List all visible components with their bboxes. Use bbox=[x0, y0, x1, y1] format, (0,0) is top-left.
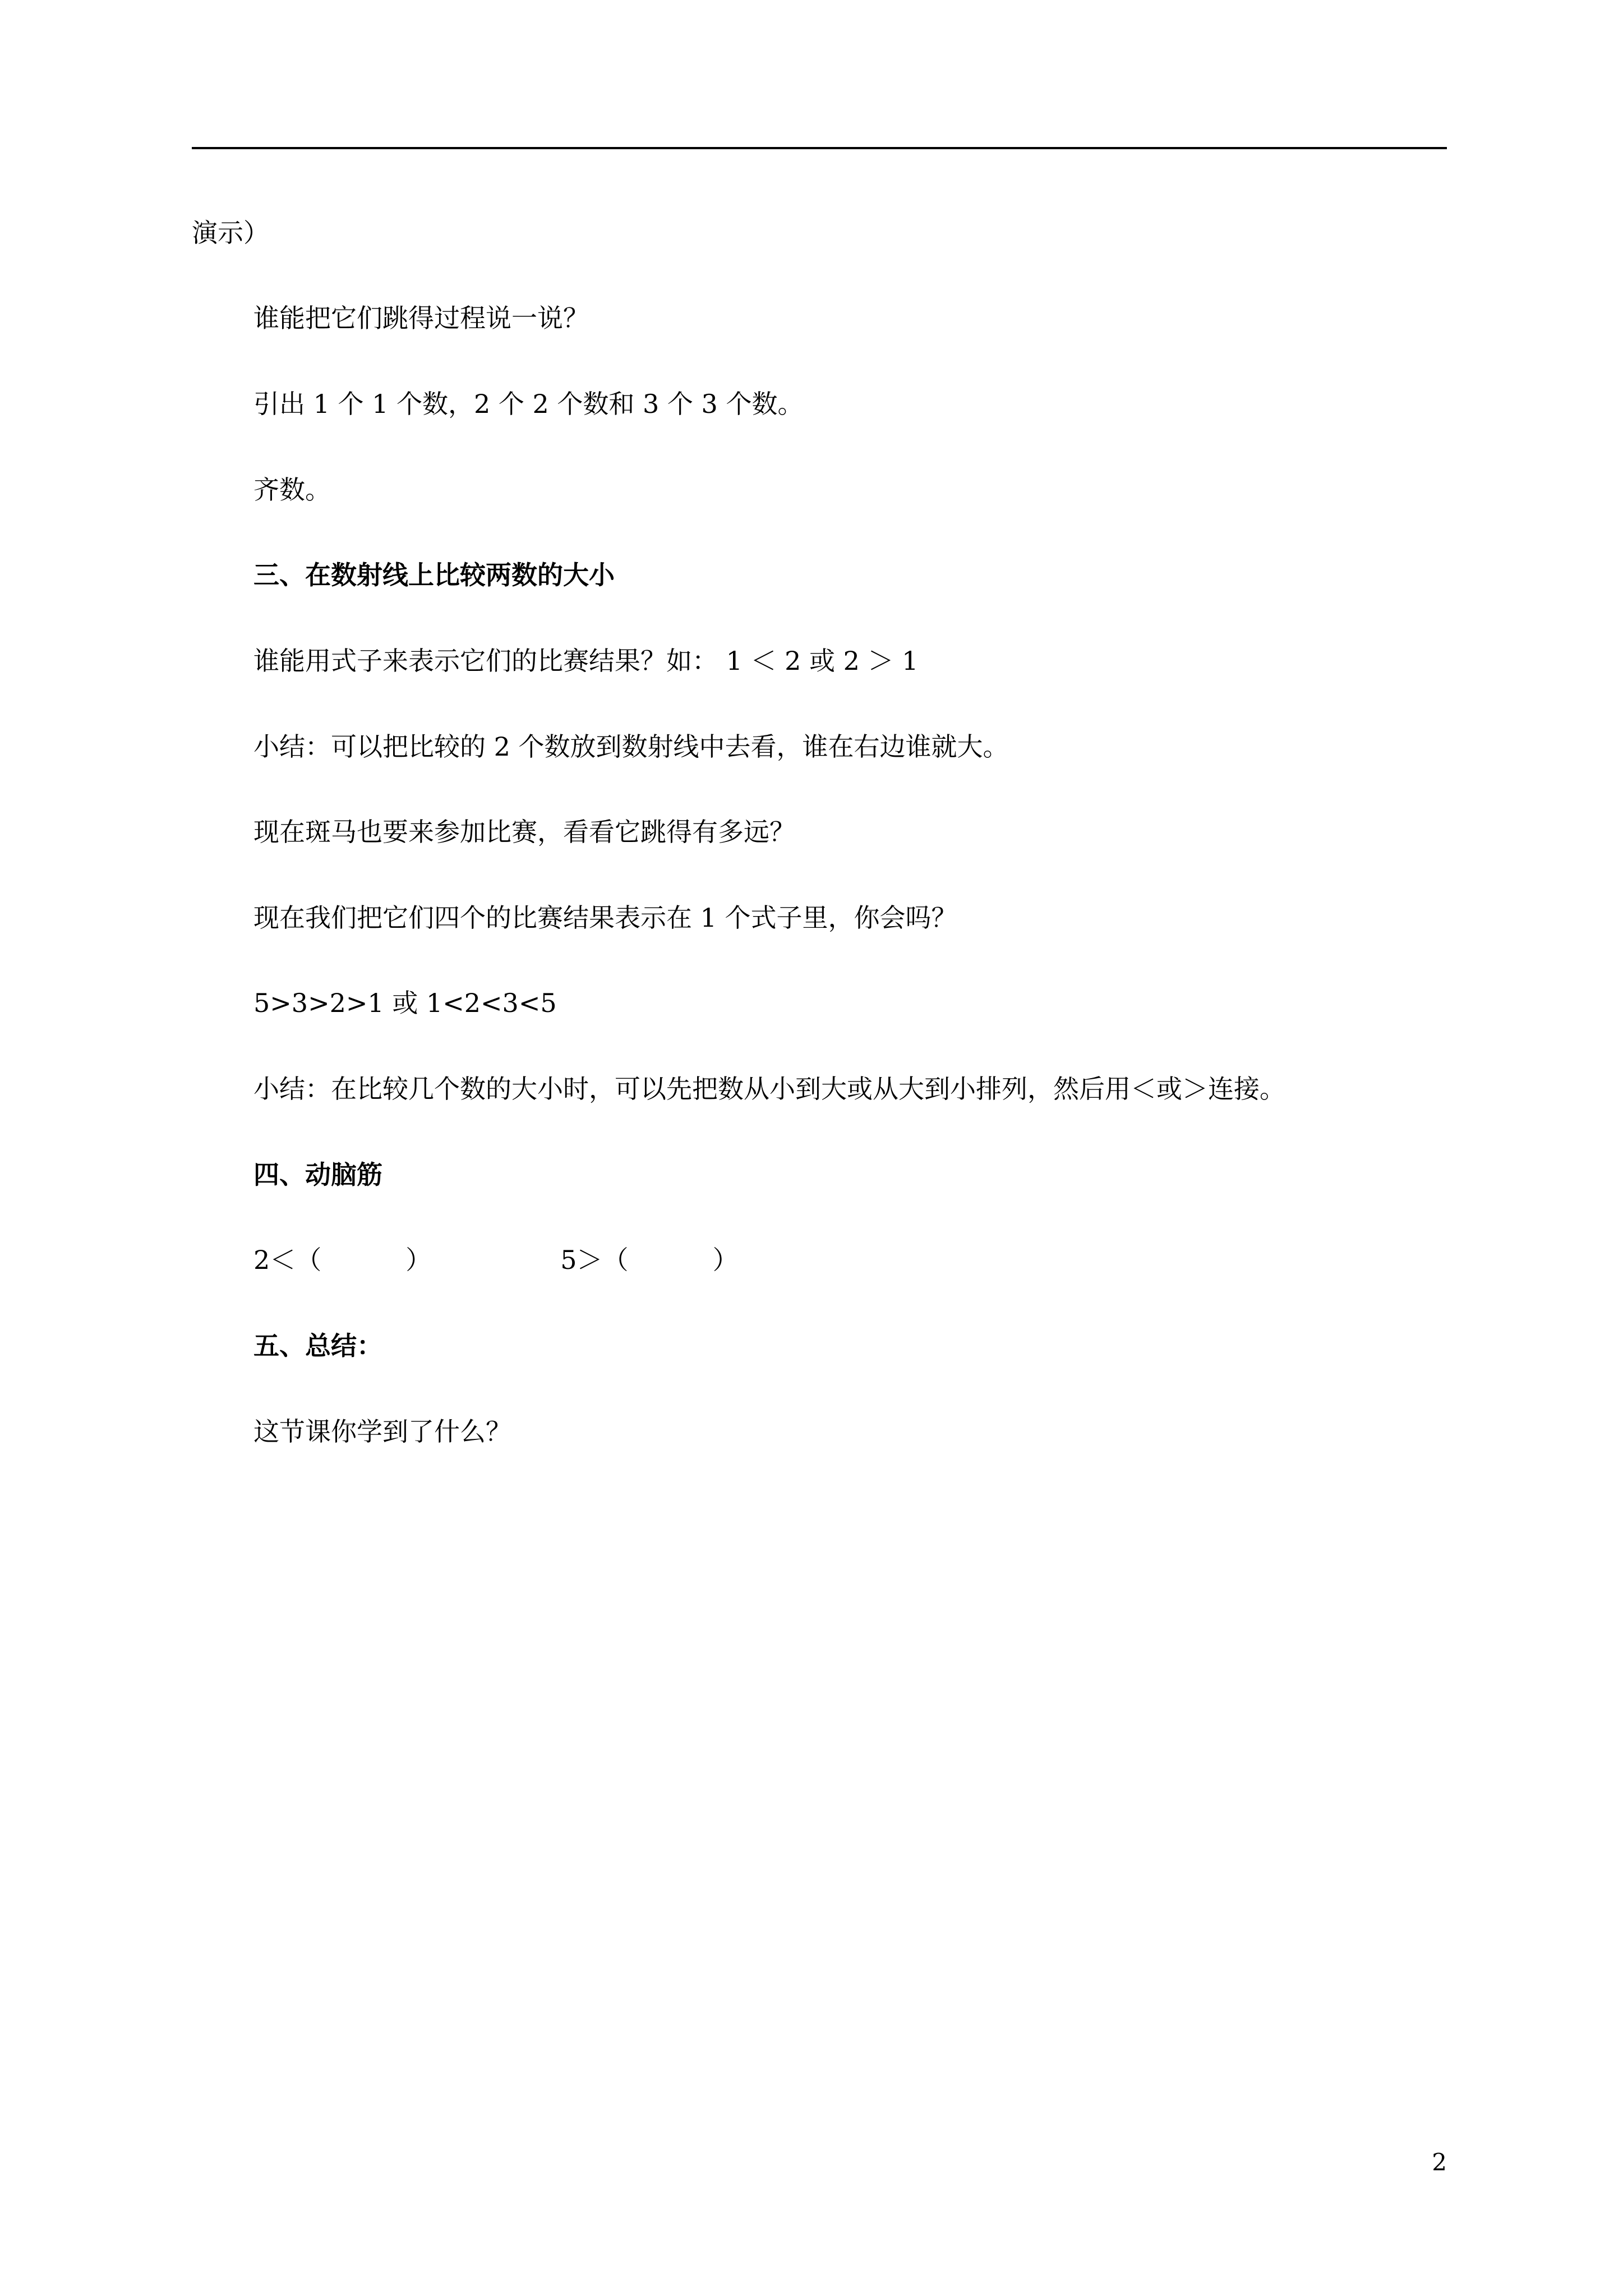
exercise-item-2-suffix: ） bbox=[712, 1245, 739, 1275]
section-heading-summary: 五、总结： bbox=[253, 1331, 382, 1361]
paragraph-question-explain: 谁能把它们跳得过程说一说？ bbox=[253, 303, 589, 333]
paragraph-expression-question: 谁能用式子来表示它们的比赛结果？如： 1 ＜ 2 或 2 ＞ 1 bbox=[253, 646, 919, 676]
section-heading-compare: 三、在数射线上比较两数的大小 bbox=[253, 560, 615, 590]
paragraph-ordering-expression: 5>3>2>1 或 1<2<3<5 bbox=[253, 988, 557, 1018]
exercise-item-2-prefix: 5＞（ bbox=[560, 1245, 629, 1275]
paragraph-four-results: 现在我们把它们四个的比赛结果表示在 1 个式子里，你会吗？ bbox=[253, 903, 957, 933]
paragraph-zebra: 现在斑马也要来参加比赛，看看它跳得有多远？ bbox=[253, 817, 795, 847]
header-rule bbox=[192, 147, 1447, 149]
paragraph-count-together: 齐数。 bbox=[253, 475, 331, 505]
paragraph-demo-end: 演示） bbox=[192, 218, 269, 248]
exercise-item-1-suffix: ） bbox=[405, 1245, 432, 1275]
paragraph-reflection: 这节课你学到了什么？ bbox=[253, 1416, 511, 1447]
paragraph-counting-intro: 引出 1 个 1 个数，2 个 2 个数和 3 个 3 个数。 bbox=[253, 389, 804, 419]
exercise-item-1-prefix: 2＜（ bbox=[253, 1245, 322, 1275]
page-number: 2 bbox=[1432, 2148, 1447, 2176]
paragraph-summary-2: 小结：在比较几个数的大小时，可以先把数从小到大或从大到小排列，然后用＜或＞连接。 bbox=[253, 1074, 1285, 1104]
section-heading-brain: 四、动脑筋 bbox=[253, 1159, 382, 1190]
exercise-line bbox=[253, 1247, 739, 1273]
paragraph-summary-1: 小结：可以把比较的 2 个数放到数射线中去看，谁在右边谁就大。 bbox=[253, 731, 1009, 762]
